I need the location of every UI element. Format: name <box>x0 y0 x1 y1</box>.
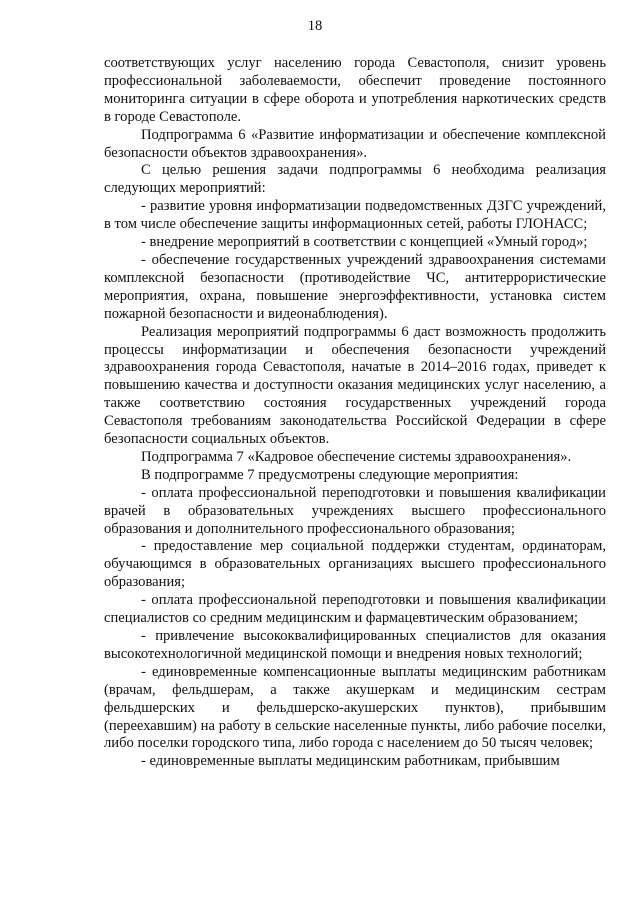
paragraph: - привлечение высококвалифицированных специалистов для оказания высокотехнологичной медицинской помощи и внедрения новых технологий; <box>104 628 606 662</box>
paragraph: С целью решения задачи подпрограммы 6 необходима реализация следующих мероприятий: <box>104 162 606 197</box>
paragraph: Подпрограмма 7 «Кадровое обеспечение системы здравоохранения». <box>141 448 572 465</box>
paragraph: соответствующих услуг населению города Севастополя, снизит уровень профессиональной заболеваемости, обеспечит проведение постоянного мониторинга ситуации в сфере оборота и употребления наркотических средств в городе Севастополе. <box>104 55 606 125</box>
paragraph: - развитие уровня информатизации подведомственных ДЗГС учреждений, в том числе обеспечение защиты информационных сетей, работы ГЛОНАСС; <box>104 198 606 233</box>
paragraph: - внедрение мероприятий в соответствии с концепцией «Умный город»; <box>141 234 588 251</box>
paragraph: Реализация мероприятий подпрограммы 6 даст возможность продолжить процессы информатизации и обеспечения безопасности учреждений здравоохранения города Севастополя, начатые в 2014–2016 годах, приведет к повышению качества и доступности оказания медицинских услуг населению, а также соответствию состояния государственных учреждений города Севастополя требованиям законодательства Российской Федерации в сфере безопасности социальных объектов. <box>104 323 606 448</box>
page-number: 18 <box>307 18 323 34</box>
paragraph: - оплата профессиональной переподготовки и повышения квалификации врачей в образовательных учреждениях высшего профессионального образования и дополнительного профессионального образования; <box>104 484 606 537</box>
paragraph: - предоставление мер социальной поддержки студентам, ординаторам, обучающимся в образовательных организациях высшего профессионального образования; <box>104 538 606 591</box>
paragraph: - оплата профессиональной переподготовки и повышения квалификации специалистов со средним медицинским и фармацевтическим образованием; <box>104 592 606 627</box>
paragraph: - обеспечение государственных учреждений здравоохранения системами комплексной безопасности (противодействие ЧС, антитеррористические мероприятия, охрана, повышение энергоэффективности, установка систем пожарной безопасности и видеонаблюдения). <box>104 251 606 322</box>
paragraph: - единовременные компенсационные выплаты медицинским работникам (врачам, фельдшерам, а также акушеркам и медицинским сестрам фельдшерских и фельдшерско-акушерских пунктов), прибывшим (переехавшим) на работу в сельские населенные пункты, либо рабочие поселки, либо поселки городского типа, либо города с населением до 50 тысяч человек; <box>104 663 606 752</box>
paragraph: - единовременные выплаты медицинским работникам, прибывшим <box>141 753 560 770</box>
body-text <box>104 55 606 771</box>
paragraph: В подпрограмме 7 предусмотрены следующие мероприятия: <box>141 466 519 483</box>
paragraph: Подпрограмма 6 «Развитие информатизации и обеспечение комплексной безопасности объектов здравоохранения». <box>104 126 606 161</box>
